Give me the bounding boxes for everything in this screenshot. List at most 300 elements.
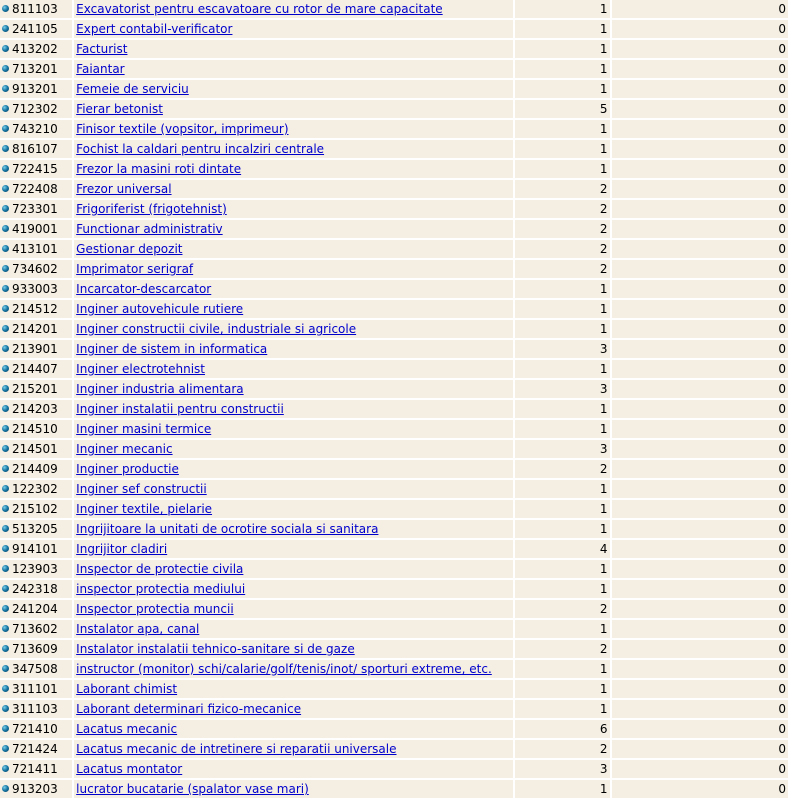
table-row bbox=[0, 80, 788, 98]
cor-code-cell bbox=[0, 200, 72, 218]
vacancies-count: 1 bbox=[515, 160, 609, 178]
occupation-cell bbox=[74, 480, 513, 498]
occupation-link[interactable]: Lacatus mecanic bbox=[76, 722, 178, 736]
vacancies-count: 2 bbox=[515, 240, 609, 258]
secondary-count: 0 bbox=[612, 520, 788, 538]
bullet-icon bbox=[2, 545, 9, 552]
occupation-link[interactable]: Fochist la caldari pentru incalziri centrale bbox=[76, 142, 325, 156]
vacancies-count: 2 bbox=[515, 460, 609, 478]
vacancies-count: 2 bbox=[515, 740, 609, 758]
occupation-link[interactable]: Lacatus mecanic de intretinere si reparatii universale bbox=[76, 742, 397, 756]
cor-code: 215102 bbox=[12, 502, 58, 516]
occupation-link[interactable]: Facturist bbox=[76, 42, 128, 56]
cor-code: 713609 bbox=[12, 642, 58, 656]
table-row bbox=[0, 180, 788, 198]
table-row bbox=[0, 300, 788, 318]
vacancies-count: 1 bbox=[515, 620, 609, 638]
bullet-icon bbox=[2, 105, 9, 112]
occupation-link[interactable]: Inginer mecanic bbox=[76, 442, 173, 456]
vacancies-count: 1 bbox=[515, 660, 609, 678]
occupation-link[interactable]: Frezor la masini roti dintate bbox=[76, 162, 242, 176]
secondary-count: 0 bbox=[612, 360, 788, 378]
occupation-link[interactable]: Fierar betonist bbox=[76, 102, 163, 116]
occupation-cell bbox=[74, 420, 513, 438]
table-row bbox=[0, 640, 788, 658]
secondary-count: 0 bbox=[612, 580, 788, 598]
cor-code-cell bbox=[0, 420, 72, 438]
occupation-link[interactable]: Inginer de sistem in informatica bbox=[76, 342, 268, 356]
vacancies-count: 1 bbox=[515, 80, 609, 98]
cor-code-cell bbox=[0, 360, 72, 378]
occupation-link[interactable]: Inginer productie bbox=[76, 462, 179, 476]
cor-code: 214201 bbox=[12, 322, 58, 336]
secondary-count: 0 bbox=[612, 380, 788, 398]
vacancies-count: 1 bbox=[515, 420, 609, 438]
cor-code: 123903 bbox=[12, 562, 58, 576]
table-row bbox=[0, 580, 788, 598]
cor-code: 213901 bbox=[12, 342, 58, 356]
table-row bbox=[0, 200, 788, 218]
occupation-link[interactable]: Faiantar bbox=[76, 62, 125, 76]
table-row bbox=[0, 520, 788, 538]
bullet-icon bbox=[2, 425, 9, 432]
bullet-icon bbox=[2, 745, 9, 752]
occupation-cell bbox=[74, 380, 513, 398]
cor-code: 242318 bbox=[12, 582, 58, 596]
cor-code-cell bbox=[0, 280, 72, 298]
bullet-icon bbox=[2, 185, 9, 192]
secondary-count: 0 bbox=[612, 140, 788, 158]
occupation-link[interactable]: Inginer masini termice bbox=[76, 422, 212, 436]
secondary-count: 0 bbox=[612, 540, 788, 558]
table-row bbox=[0, 220, 788, 238]
occupation-cell bbox=[74, 280, 513, 298]
occupation-cell bbox=[74, 620, 513, 638]
secondary-count: 0 bbox=[612, 340, 788, 358]
cor-code-cell bbox=[0, 480, 72, 498]
cor-code: 413101 bbox=[12, 242, 58, 256]
occupation-cell bbox=[74, 140, 513, 158]
cor-code-cell bbox=[0, 60, 72, 78]
table-row bbox=[0, 780, 788, 798]
bullet-icon bbox=[2, 505, 9, 512]
occupation-link[interactable]: Instalator instalatii tehnico-sanitare si de gaze bbox=[76, 642, 355, 656]
vacancies-count: 2 bbox=[515, 640, 609, 658]
bullet-icon bbox=[2, 45, 9, 52]
cor-code-cell bbox=[0, 220, 72, 238]
cor-code: 413202 bbox=[12, 42, 58, 56]
table-row bbox=[0, 60, 788, 78]
cor-code-cell bbox=[0, 560, 72, 578]
cor-code: 723301 bbox=[12, 202, 58, 216]
table-row bbox=[0, 420, 788, 438]
occupation-link[interactable]: Frezor universal bbox=[76, 182, 172, 196]
cor-code-cell bbox=[0, 240, 72, 258]
occupation-link[interactable]: Ingrijitoare la unitati de ocrotire sociala si sanitara bbox=[76, 522, 379, 536]
bullet-icon bbox=[2, 265, 9, 272]
occupation-cell bbox=[74, 20, 513, 38]
occupation-link[interactable]: Expert contabil-verificator bbox=[76, 22, 233, 36]
cor-code-cell bbox=[0, 120, 72, 138]
cor-code-cell bbox=[0, 540, 72, 558]
occupation-link[interactable]: Laborant chimist bbox=[76, 682, 178, 696]
occupation-link[interactable]: lucrator bucatarie (spalator vase mari) bbox=[76, 782, 309, 796]
table-row bbox=[0, 620, 788, 638]
cor-code: 734602 bbox=[12, 262, 58, 276]
vacancies-count: 1 bbox=[515, 500, 609, 518]
table-row bbox=[0, 540, 788, 558]
bullet-icon bbox=[2, 5, 9, 12]
cor-code: 913201 bbox=[12, 82, 58, 96]
bullet-icon bbox=[2, 365, 9, 372]
occupation-link[interactable]: Imprimator serigraf bbox=[76, 262, 194, 276]
vacancies-count: 1 bbox=[515, 280, 609, 298]
occupation-link[interactable]: Laborant determinari fizico-mecanice bbox=[76, 702, 302, 716]
bullet-icon bbox=[2, 685, 9, 692]
table-row bbox=[0, 720, 788, 738]
occupation-cell bbox=[74, 760, 513, 778]
cor-code-cell bbox=[0, 680, 72, 698]
vacancies-count: 2 bbox=[515, 220, 609, 238]
vacancies-count: 6 bbox=[515, 720, 609, 738]
bullet-icon bbox=[2, 725, 9, 732]
cor-code: 419001 bbox=[12, 222, 58, 236]
cor-code-cell bbox=[0, 40, 72, 58]
vacancies-count: 1 bbox=[515, 40, 609, 58]
secondary-count: 0 bbox=[612, 80, 788, 98]
occupation-link[interactable]: Inginer instalatii pentru constructii bbox=[76, 402, 284, 416]
vacancies-count: 3 bbox=[515, 760, 609, 778]
secondary-count: 0 bbox=[612, 260, 788, 278]
bullet-icon bbox=[2, 25, 9, 32]
cor-code: 713201 bbox=[12, 62, 58, 76]
table-row bbox=[0, 500, 788, 518]
vacancies-count: 1 bbox=[515, 0, 609, 18]
secondary-count: 0 bbox=[612, 320, 788, 338]
occupation-cell bbox=[74, 700, 513, 718]
vacancies-count: 2 bbox=[515, 180, 609, 198]
vacancies-count: 3 bbox=[515, 440, 609, 458]
bullet-icon bbox=[2, 245, 9, 252]
cor-code: 743210 bbox=[12, 122, 58, 136]
bullet-icon bbox=[2, 565, 9, 572]
secondary-count: 0 bbox=[612, 660, 788, 678]
table-row bbox=[0, 560, 788, 578]
table-row bbox=[0, 440, 788, 458]
occupation-cell bbox=[74, 160, 513, 178]
cor-code-cell bbox=[0, 20, 72, 38]
cor-code-cell bbox=[0, 700, 72, 718]
bullet-icon bbox=[2, 605, 9, 612]
secondary-count: 0 bbox=[612, 420, 788, 438]
secondary-count: 0 bbox=[612, 440, 788, 458]
occupation-cell bbox=[74, 780, 513, 798]
table-row bbox=[0, 260, 788, 278]
occupation-cell bbox=[74, 720, 513, 738]
bullet-icon bbox=[2, 625, 9, 632]
secondary-count: 0 bbox=[612, 160, 788, 178]
cor-code: 347508 bbox=[12, 662, 58, 676]
occupation-link[interactable]: Femeie de serviciu bbox=[76, 82, 189, 96]
vacancies-count: 1 bbox=[515, 700, 609, 718]
bullet-icon bbox=[2, 645, 9, 652]
cor-code-cell bbox=[0, 640, 72, 658]
occupation-cell bbox=[74, 520, 513, 538]
occupation-link[interactable]: Inginer autovehicule rutiere bbox=[76, 302, 244, 316]
occupation-cell bbox=[74, 560, 513, 578]
bullet-icon bbox=[2, 385, 9, 392]
cor-code: 721411 bbox=[12, 762, 58, 776]
cor-code-cell bbox=[0, 340, 72, 358]
vacancies-count: 1 bbox=[515, 520, 609, 538]
vacancies-count: 1 bbox=[515, 400, 609, 418]
bullet-icon bbox=[2, 285, 9, 292]
cor-code-cell bbox=[0, 100, 72, 118]
occupation-cell bbox=[74, 740, 513, 758]
occupation-link[interactable]: Inginer textile, pielarie bbox=[76, 502, 213, 516]
table-row bbox=[0, 140, 788, 158]
occupation-cell bbox=[74, 100, 513, 118]
cor-code-cell bbox=[0, 780, 72, 798]
table-row bbox=[0, 740, 788, 758]
cor-code-cell bbox=[0, 460, 72, 478]
occupation-cell bbox=[74, 440, 513, 458]
occupation-cell bbox=[74, 200, 513, 218]
occupation-cell bbox=[74, 240, 513, 258]
bullet-icon bbox=[2, 125, 9, 132]
cor-code-cell bbox=[0, 720, 72, 738]
vacancies-count: 1 bbox=[515, 320, 609, 338]
occupation-cell bbox=[74, 320, 513, 338]
table-row bbox=[0, 680, 788, 698]
table-row bbox=[0, 340, 788, 358]
cor-code: 214501 bbox=[12, 442, 58, 456]
occupation-cell bbox=[74, 580, 513, 598]
occupation-cell bbox=[74, 260, 513, 278]
cor-code-cell bbox=[0, 760, 72, 778]
bullet-icon bbox=[2, 485, 9, 492]
secondary-count: 0 bbox=[612, 120, 788, 138]
occupation-cell bbox=[74, 500, 513, 518]
secondary-count: 0 bbox=[612, 220, 788, 238]
secondary-count: 0 bbox=[612, 640, 788, 658]
cor-code: 215201 bbox=[12, 382, 58, 396]
occupation-link[interactable]: Ingrijitor cladiri bbox=[76, 542, 168, 556]
cor-code: 311103 bbox=[12, 702, 58, 716]
cor-code: 816107 bbox=[12, 142, 58, 156]
cor-code: 241105 bbox=[12, 22, 58, 36]
secondary-count: 0 bbox=[612, 680, 788, 698]
cor-code-cell bbox=[0, 500, 72, 518]
cor-code-cell bbox=[0, 140, 72, 158]
cor-code-cell bbox=[0, 580, 72, 598]
occupation-link[interactable]: Frigoriferist (frigotehnist) bbox=[76, 202, 227, 216]
secondary-count: 0 bbox=[612, 720, 788, 738]
cor-code: 241204 bbox=[12, 602, 58, 616]
vacancies-count: 4 bbox=[515, 540, 609, 558]
table-row bbox=[0, 40, 788, 58]
occupation-link[interactable]: Functionar administrativ bbox=[76, 222, 223, 236]
table-row bbox=[0, 400, 788, 418]
secondary-count: 0 bbox=[612, 240, 788, 258]
bullet-icon bbox=[2, 525, 9, 532]
vacancies-count: 1 bbox=[515, 480, 609, 498]
secondary-count: 0 bbox=[612, 300, 788, 318]
occupation-cell bbox=[74, 660, 513, 678]
secondary-count: 0 bbox=[612, 0, 788, 18]
table-row bbox=[0, 0, 788, 18]
vacancies-count: 1 bbox=[515, 580, 609, 598]
table-row bbox=[0, 380, 788, 398]
cor-code-cell bbox=[0, 180, 72, 198]
vacancies-count: 3 bbox=[515, 340, 609, 358]
table-row bbox=[0, 480, 788, 498]
occupation-cell bbox=[74, 60, 513, 78]
occupation-cell bbox=[74, 0, 513, 18]
occupation-cell bbox=[74, 640, 513, 658]
cor-code: 214512 bbox=[12, 302, 58, 316]
cor-code: 811103 bbox=[12, 2, 58, 16]
table-row bbox=[0, 100, 788, 118]
vacancies-count: 1 bbox=[515, 120, 609, 138]
secondary-count: 0 bbox=[612, 40, 788, 58]
cor-code: 214409 bbox=[12, 462, 58, 476]
table-row bbox=[0, 600, 788, 618]
occupation-cell bbox=[74, 180, 513, 198]
cor-code: 214510 bbox=[12, 422, 58, 436]
cor-code: 214407 bbox=[12, 362, 58, 376]
occupation-cell bbox=[74, 340, 513, 358]
secondary-count: 0 bbox=[612, 740, 788, 758]
cor-code: 933003 bbox=[12, 282, 58, 296]
table-row bbox=[0, 460, 788, 478]
vacancies-count: 1 bbox=[515, 140, 609, 158]
cor-code: 913203 bbox=[12, 782, 58, 796]
cor-code-cell bbox=[0, 620, 72, 638]
vacancies-count: 2 bbox=[515, 200, 609, 218]
bullet-icon bbox=[2, 785, 9, 792]
bullet-icon bbox=[2, 705, 9, 712]
cor-code-cell bbox=[0, 80, 72, 98]
occupation-link[interactable]: Inspector protectia muncii bbox=[76, 602, 234, 616]
vacancies-count: 2 bbox=[515, 260, 609, 278]
occupation-link[interactable]: Inginer sef constructii bbox=[76, 482, 207, 496]
table-row bbox=[0, 280, 788, 298]
occupation-link[interactable]: Finisor textile (vopsitor, imprimeur) bbox=[76, 122, 289, 136]
bullet-icon bbox=[2, 305, 9, 312]
occupation-link[interactable]: Inginer electrotehnist bbox=[76, 362, 206, 376]
occupation-link[interactable]: Incarcator-descarcator bbox=[76, 282, 212, 296]
cor-code: 722415 bbox=[12, 162, 58, 176]
occupation-link[interactable]: inspector protectia mediului bbox=[76, 582, 246, 596]
secondary-count: 0 bbox=[612, 500, 788, 518]
cor-code: 214203 bbox=[12, 402, 58, 416]
occupation-cell bbox=[74, 300, 513, 318]
vacancies-count: 1 bbox=[515, 20, 609, 38]
secondary-count: 0 bbox=[612, 700, 788, 718]
occupation-cell bbox=[74, 680, 513, 698]
vacancies-count: 2 bbox=[515, 600, 609, 618]
bullet-icon bbox=[2, 665, 9, 672]
secondary-count: 0 bbox=[612, 480, 788, 498]
occupation-cell bbox=[74, 120, 513, 138]
table-row bbox=[0, 120, 788, 138]
secondary-count: 0 bbox=[612, 460, 788, 478]
cor-code-cell bbox=[0, 600, 72, 618]
vacancies-count: 1 bbox=[515, 300, 609, 318]
bullet-icon bbox=[2, 325, 9, 332]
table-row bbox=[0, 240, 788, 258]
cor-code: 914101 bbox=[12, 542, 58, 556]
cor-code-cell bbox=[0, 380, 72, 398]
vacancies-count: 1 bbox=[515, 780, 609, 798]
occupation-link[interactable]: Inginer industria alimentara bbox=[76, 382, 244, 396]
bullet-icon bbox=[2, 205, 9, 212]
occupation-cell bbox=[74, 600, 513, 618]
bullet-icon bbox=[2, 405, 9, 412]
secondary-count: 0 bbox=[612, 60, 788, 78]
vacancies-count: 1 bbox=[515, 360, 609, 378]
occupation-link[interactable]: Gestionar depozit bbox=[76, 242, 183, 256]
occupation-cell bbox=[74, 400, 513, 418]
cor-code: 713602 bbox=[12, 622, 58, 636]
bullet-icon bbox=[2, 145, 9, 152]
occupation-link[interactable]: Inginer constructii civile, industriale si agricole bbox=[76, 322, 357, 336]
occupation-cell bbox=[74, 460, 513, 478]
secondary-count: 0 bbox=[612, 560, 788, 578]
occupation-cell bbox=[74, 220, 513, 238]
table-row bbox=[0, 360, 788, 378]
occupation-cell bbox=[74, 360, 513, 378]
vacancies-count: 1 bbox=[515, 560, 609, 578]
table-row bbox=[0, 160, 788, 178]
cor-code-cell bbox=[0, 660, 72, 678]
secondary-count: 0 bbox=[612, 100, 788, 118]
cor-code: 513205 bbox=[12, 522, 58, 536]
cor-code: 721424 bbox=[12, 742, 58, 756]
secondary-count: 0 bbox=[612, 760, 788, 778]
occupation-link[interactable]: Lacatus montator bbox=[76, 762, 183, 776]
table-row bbox=[0, 700, 788, 718]
cor-code: 721410 bbox=[12, 722, 58, 736]
cor-code-cell bbox=[0, 260, 72, 278]
cor-code: 712302 bbox=[12, 102, 58, 116]
cor-code: 311101 bbox=[12, 682, 58, 696]
secondary-count: 0 bbox=[612, 620, 788, 638]
cor-code: 122302 bbox=[12, 482, 58, 496]
bullet-icon bbox=[2, 85, 9, 92]
cor-code-cell bbox=[0, 320, 72, 338]
vacancies-count: 1 bbox=[515, 60, 609, 78]
cor-code-cell bbox=[0, 160, 72, 178]
bullet-icon bbox=[2, 225, 9, 232]
secondary-count: 0 bbox=[612, 180, 788, 198]
cor-code-cell bbox=[0, 740, 72, 758]
secondary-count: 0 bbox=[612, 780, 788, 798]
bullet-icon bbox=[2, 65, 9, 72]
occupation-link[interactable]: instructor (monitor) schi/calarie/golf/tenis/inot/ sporturi extreme, etc. bbox=[76, 662, 492, 676]
vacancies-count: 5 bbox=[515, 100, 609, 118]
occupation-link[interactable]: Instalator apa, canal bbox=[76, 622, 200, 636]
occupation-cell bbox=[74, 540, 513, 558]
occupation-link[interactable]: Excavatorist pentru escavatoare cu rotor de mare capacitate bbox=[76, 2, 443, 16]
occupation-cell bbox=[74, 40, 513, 58]
bullet-icon bbox=[2, 465, 9, 472]
occupation-link[interactable]: Inspector de protectie civila bbox=[76, 562, 244, 576]
secondary-count: 0 bbox=[612, 400, 788, 418]
bullet-icon bbox=[2, 585, 9, 592]
cor-code-cell bbox=[0, 440, 72, 458]
